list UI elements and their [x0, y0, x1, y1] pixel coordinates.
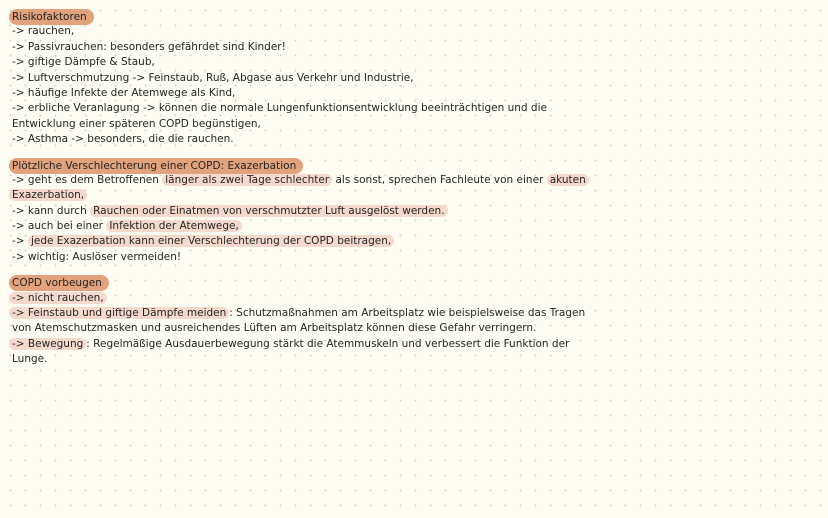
- section-heading: COPD vorbeugen: [9, 275, 109, 291]
- section-exacerbation: [12, 158, 812, 266]
- note-line: -> giftige Dämpfe & Staub,: [12, 56, 155, 69]
- note-text: : Regelmäßige Ausdauerbewegung stärkt die Atemmuskeln und verbessert die Funktion der: [86, 337, 570, 350]
- note-line: -> Passivrauchen: besonders gefährdet sind Kinder!: [12, 40, 286, 53]
- text-highlight: -> nicht rauchen,: [9, 292, 107, 304]
- text-highlight: Rauchen oder Einatmen von verschmutzter Luft ausgelöst werden.: [90, 205, 447, 217]
- note-line: von Atemschutzmasken und ausreichendes Lüften am Arbeitsplatz können diese Gefahr verringern.: [12, 322, 537, 335]
- note-text: : Schutzmaßnahmen am Arbeitsplatz wie beispielsweise das Tragen: [229, 307, 586, 320]
- note-line: [12, 337, 812, 352]
- text-highlight: -> Bewegung: [9, 338, 86, 350]
- note-line: Entwicklung einer späteren COPD begünstigen,: [12, 117, 261, 130]
- note-line: [12, 306, 812, 321]
- note-text: -> kann durch: [12, 204, 91, 217]
- note-line: -> häufige Infekte der Atemwege als Kind,: [12, 86, 236, 99]
- note-text: -> geht es dem Betroffenen: [12, 173, 163, 186]
- note-line: [12, 173, 812, 188]
- note-line: [12, 188, 812, 203]
- note-line: -> wichtig: Auslöser vermeiden!: [12, 250, 182, 263]
- text-highlight: Infektion der Atemwege,: [106, 220, 242, 232]
- text-highlight: jede Exazerbation kann einer Verschlechterung der COPD beitragen,: [28, 235, 394, 247]
- note-text: -> auch bei einer: [12, 220, 107, 233]
- note-line: [12, 291, 812, 306]
- note-line: [12, 234, 812, 249]
- note-line: [12, 204, 812, 219]
- note-line: Lunge.: [12, 353, 48, 366]
- section-prevention: [12, 275, 812, 367]
- text-highlight: -> Feinstaub und giftige Dämpfe meiden: [9, 307, 229, 319]
- text-highlight: akuten: [547, 174, 589, 186]
- text-highlight: Exazerbation,: [9, 189, 87, 201]
- note-text: als sonst, sprechen Fachleute von einer: [332, 173, 547, 186]
- note-line: -> erbliche Veranlagung -> können die normale Lungenfunktionsentwicklung beeinträchtigen und die: [12, 102, 547, 115]
- section-heading: Risikofaktoren: [9, 9, 94, 25]
- text-highlight: länger als zwei Tage schlechter: [162, 174, 332, 186]
- note-line: -> Luftverschmutzung -> Feinstaub, Ruß, Abgase aus Verkehr und Industrie,: [12, 71, 414, 84]
- note-text: ->: [12, 235, 28, 248]
- note-line: [12, 219, 812, 234]
- section-risk-factors: [12, 9, 812, 148]
- section-heading: Plötzliche Verschlechterung einer COPD: Exazerbation: [9, 158, 303, 174]
- note-line: -> rauchen,: [12, 25, 75, 38]
- note-page: [12, 9, 812, 378]
- note-line: -> Asthma -> besonders, die die rauchen.: [12, 133, 234, 146]
